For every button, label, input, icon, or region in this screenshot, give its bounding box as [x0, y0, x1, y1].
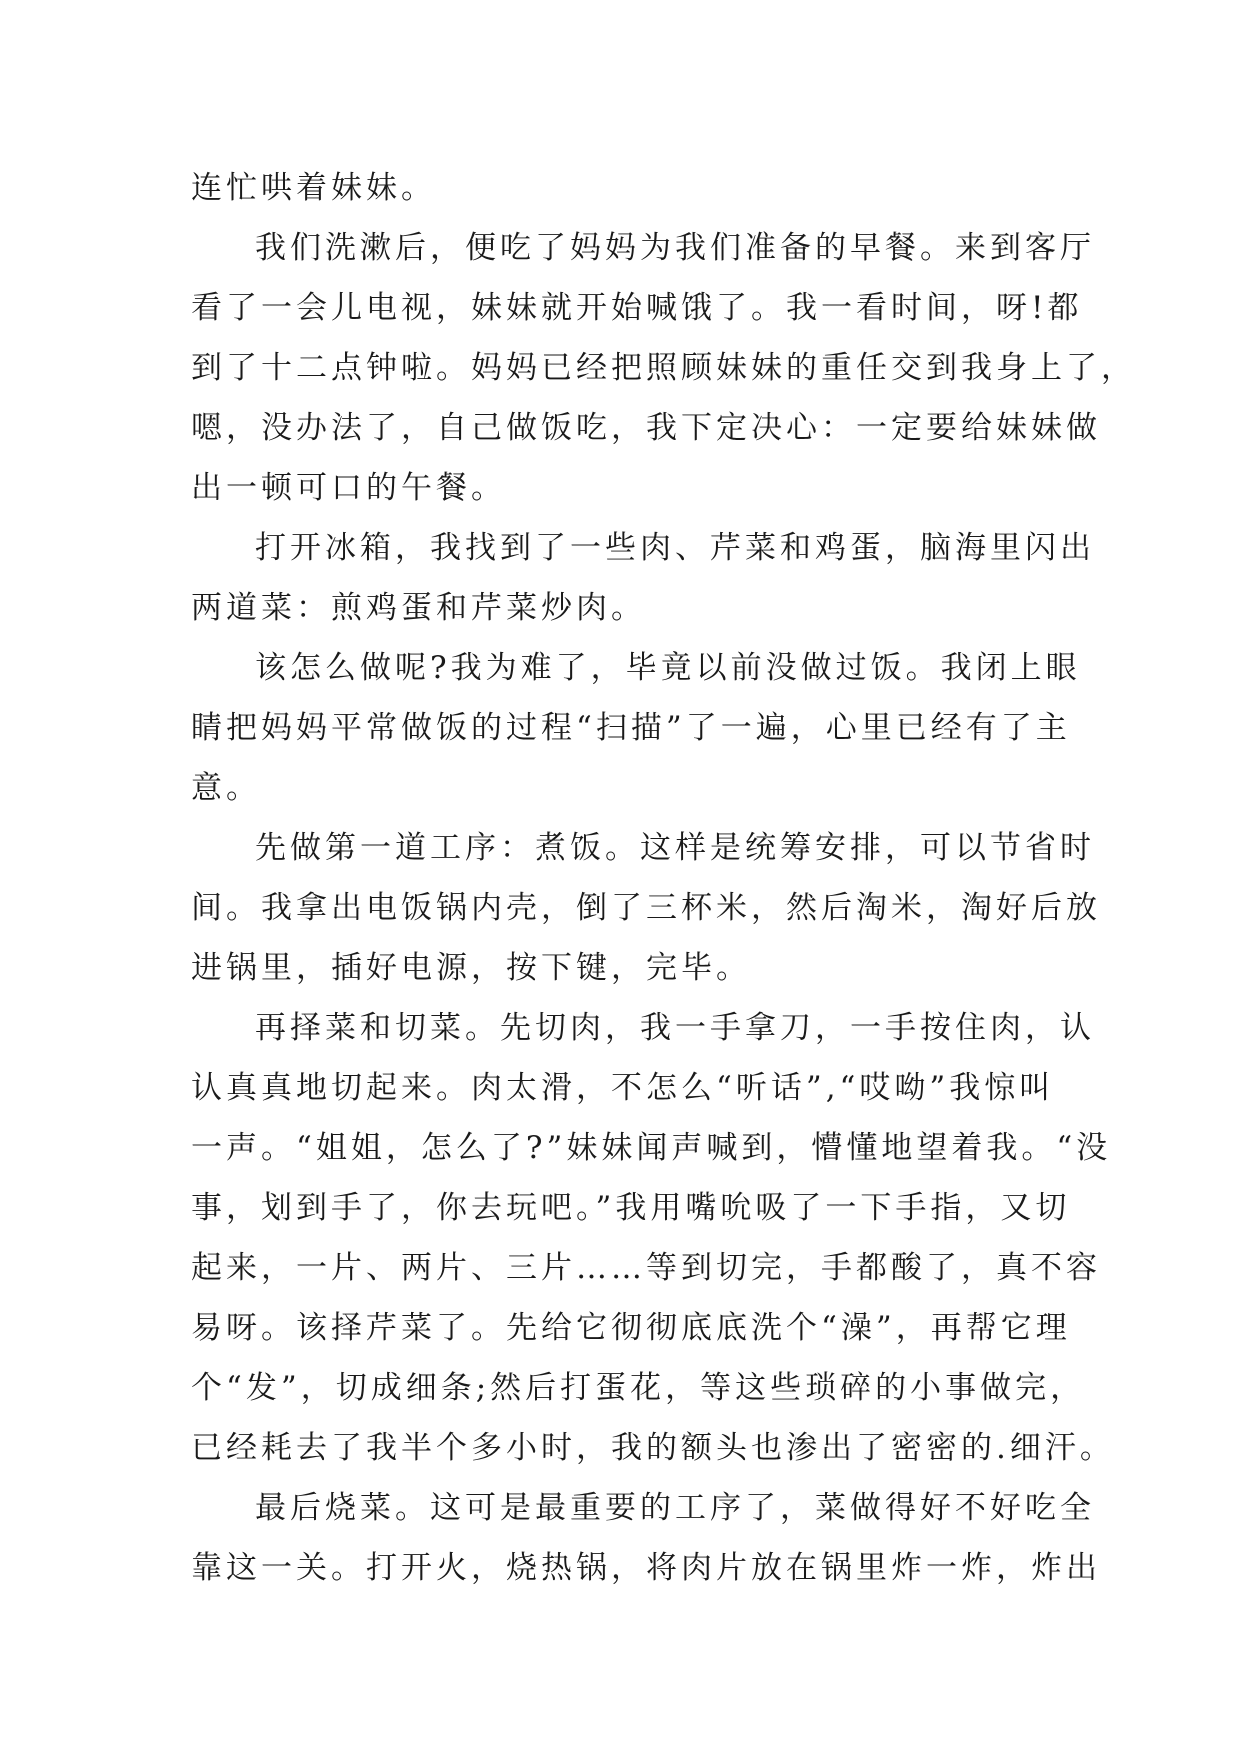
- text-line: 个“发”，切成细条;然后打蛋花，等这些琐碎的小事做完，: [191, 1370, 1086, 1406]
- text-line: 先做第一道工序：煮饭。这样是统筹安排，可以节省时: [255, 830, 1095, 866]
- text-line: 嗯，没办法了，自己做饭吃，我下定决心：一定要给妹妹做: [191, 410, 1101, 446]
- text-line: 该怎么做呢?我为难了，毕竟以前没做过饭。我闭上眼: [255, 650, 1081, 686]
- text-line: 连忙哄着妹妹。: [191, 170, 436, 206]
- text-line: 认真真地切起来。肉太滑，不怎么“听话”,“哎呦”我惊叫: [191, 1070, 1055, 1106]
- text-line: 已经耗去了我半个多小时，我的额头也渗出了密密的.细汗。: [191, 1430, 1115, 1466]
- text-line: 我们洗漱后，便吃了妈妈为我们准备的早餐。来到客厅: [255, 230, 1095, 266]
- text-line: 一声。“姐姐，怎么了?”妹妹闻声喊到，懵懂地望着我。“没: [191, 1130, 1112, 1166]
- text-line: 事，划到手了，你去玩吧。”我用嘴吮吸了一下手指，又切: [191, 1190, 1071, 1226]
- text-line: 进锅里，插好电源，按下键，完毕。: [191, 950, 751, 986]
- text-line: 打开冰箱，我找到了一些肉、芹菜和鸡蛋，脑海里闪出: [255, 530, 1095, 566]
- text-line: 两道菜：煎鸡蛋和芹菜炒肉。: [191, 590, 646, 626]
- text-line: 到了十二点钟啦。妈妈已经把照顾妹妹的重任交到我身上了，: [191, 350, 1136, 386]
- body-text: [191, 158, 1136, 1598]
- text-line: 睛把妈妈平常做饭的过程“扫描”了一遍，心里已经有了主: [191, 710, 1071, 746]
- text-line: 最后烧菜。这可是最重要的工序了，菜做得好不好吃全: [255, 1490, 1095, 1526]
- text-line: 意。: [191, 770, 261, 806]
- text-line: 出一顿可口的午餐。: [191, 470, 506, 506]
- text-line: 靠这一关。打开火，烧热锅，将肉片放在锅里炸一炸，炸出: [191, 1550, 1101, 1586]
- text-line: 间。我拿出电饭锅内壳，倒了三杯米，然后淘米，淘好后放: [191, 890, 1101, 926]
- text-line: 再择菜和切菜。先切肉，我一手拿刀，一手按住肉，认: [255, 1010, 1095, 1046]
- text-line: 起来，一片、两片、三片……等到切完，手都酸了，真不容: [191, 1250, 1101, 1286]
- text-line: 易呀。该择芹菜了。先给它彻彻底底洗个“澡”，再帮它理: [191, 1310, 1071, 1346]
- text-line: 看了一会儿电视，妹妹就开始喊饿了。我一看时间，呀!都: [191, 290, 1083, 326]
